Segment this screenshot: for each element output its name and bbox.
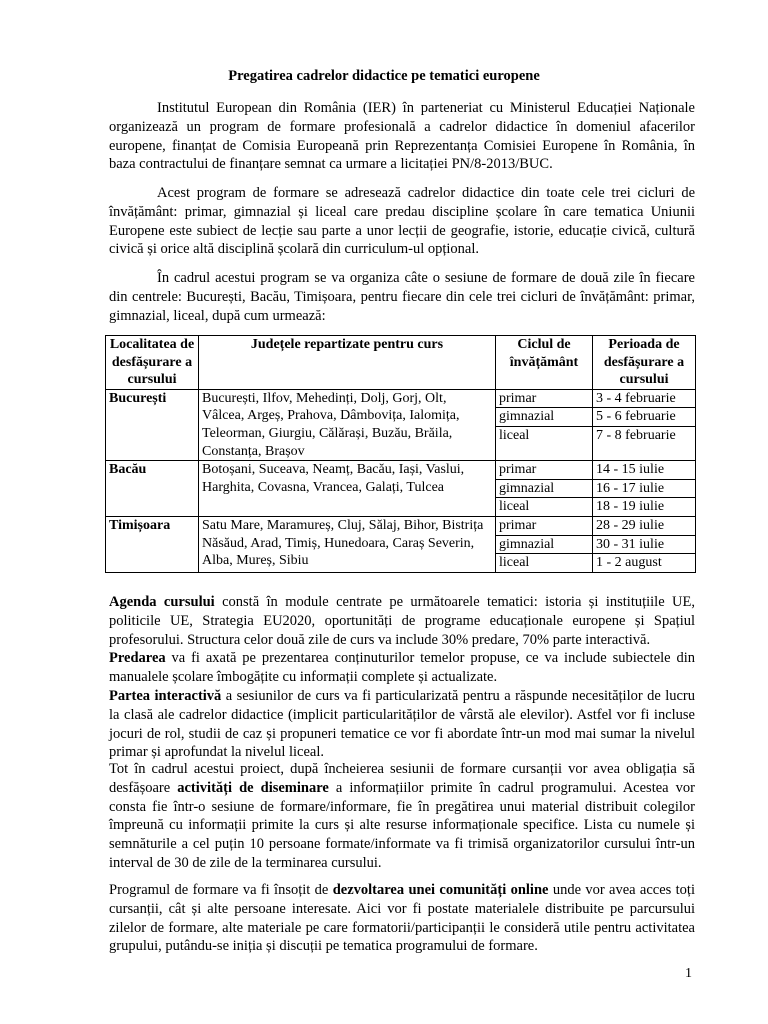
row-location: București: [106, 389, 199, 460]
row-cycles: [496, 461, 593, 517]
community-paragraph: [109, 881, 695, 956]
row-counties: București, Ilfov, Mehedinți, Dolj, Gorj, Olt, Vâlcea, Argeș, Prahova, Dâmbovița, Ialomița, Teleorman, Giurgiu, Călărași, Buzău, Brăila, Constanța, Brașov: [199, 389, 496, 460]
header-location: Localitatea de desfășurare a cursului: [106, 336, 199, 390]
sessions-paragraph: În cadrul acestui program se va organiza câte o sesiune de formare de două zile în fiecare din centrele: București, Bacău, Timișoara, pentru fiecare din cele trei cicluri de învățământ: primar, gimnazial, liceal, după cum urmează:: [109, 270, 695, 324]
period-cell: 28 - 29 iulie: [593, 517, 695, 536]
community-text-before: Programul de formare va fi însoțit de: [109, 882, 333, 898]
page-number: 1: [685, 966, 692, 981]
dissemination-bold: activități de diseminare: [177, 779, 329, 796]
row-periods: [593, 461, 696, 517]
period-cell: 16 - 17 iulie: [593, 480, 695, 499]
period-cell: 1 - 2 august: [596, 555, 662, 571]
community-bold: dezvoltarea unei comunități online: [332, 882, 549, 898]
row-cycles: [496, 389, 593, 460]
course-schedule-table: [105, 335, 696, 573]
intro-paragraph: Institutul European din România (IER) în parteneriat cu Ministerul Educației Naționale organizează un program de formare profesională a cadrelor didactice în domeniul afacerilor europene, finanțat de Comisia Europeană prin Reprezentanța Comisiei Europene în România, în baza contractului de finanțare semnat ca urmare a licitației PN/8-2013/BUC.: [109, 100, 695, 173]
cycle-cell: primar: [496, 390, 592, 409]
interactive-label: Partea interactivă: [109, 687, 222, 704]
agenda-paragraph: [109, 593, 695, 649]
predarea-paragraph: [109, 649, 695, 687]
cycle-cell: liceal: [499, 555, 530, 571]
interactive-paragraph: [109, 687, 695, 762]
dissemination-text-before: Tot în cadrul acestui proiect, după încheierea sesiunii de formare cursanții vor avea obligația să desfășoare: [109, 761, 695, 796]
period-cell: 18 - 19 iulie: [596, 499, 665, 515]
row-cycles: [496, 516, 593, 572]
cycle-cell: primar: [496, 461, 592, 480]
row-location: Bacău: [106, 461, 199, 517]
predarea-text: va fi axată pe prezentarea conținuturilor temelor propuse, ce va include subiectele din manualele școlare îmbogățite cu informații complete și actualizate.: [109, 650, 695, 686]
agenda-label: Agenda cursului: [109, 594, 215, 610]
header-period: Perioada de desfășurare a cursului: [593, 336, 696, 390]
document-title: Pregatirea cadrelor didactice pe tematici europene: [228, 68, 540, 84]
dissemination-text-after: a informațiilor primite în cadrul programului. Acestea vor consta fie într-o sesiune de formare/informare, fie în pregătirea unui material distribuit colegilor împreună cu informații primite la curs și alte resurse informaționale specifice. Lista cu numele și semnăturile a cel puțin 10 persoane formate/informate va fi trimisă organizatorilor cursului într-un interval de 30 de zile de la terminarea cursului.: [109, 779, 695, 871]
table-header-row: [106, 336, 696, 390]
community-text-after: unde vor avea acces toți cursanții, cât și alte persoane interesate. Aici vor fi postate materialele distribuite pe parcursului zilelor de formare, alte materiale pe care formatorii/participanții le consideră utile pentru activitatea grupului, putându-se iniția și discuții pe tematica programului de formare.: [109, 882, 695, 955]
row-periods: [593, 516, 696, 572]
cycle-cell: primar: [496, 517, 592, 536]
cycle-cell: gimnazial: [496, 408, 592, 427]
row-periods: [593, 389, 696, 460]
agenda-text: constă în module centrate pe următoarele tematici: istoria și instituțiile UE, politicile UE, Strategia EU2020, oportunități de programe educaționale europene și Spațiul profesorului. Structura celor două zile de curs va include 30% predare, 70% parte interactivă.: [109, 594, 695, 648]
period-cell: 5 - 6 februarie: [593, 408, 695, 427]
table-row: [106, 516, 696, 572]
row-counties: Botoșani, Suceava, Neamț, Bacău, Iași, Vaslui, Harghita, Covasna, Vrancea, Galați, Tulcea: [199, 461, 496, 517]
cycle-cell: liceal: [499, 499, 530, 515]
header-counties: Județele repartizate pentru curs: [199, 336, 496, 390]
header-cycle: Ciclul de învățământ: [496, 336, 593, 390]
audience-paragraph: Acest program de formare se adresează cadrelor didactice din toate cele trei cicluri de învățământ: primar, gimnazial și liceal care predau discipline școlare în care tematica Uniunii Europene este subiect de lecție sau parte a unor lecții de geografie, istorie, educație civică, cultură civică și orice altă disciplină școlară din curriculum-ul opțional.: [109, 185, 695, 258]
period-cell: 30 - 31 iulie: [593, 536, 695, 555]
interactive-text: a sesiunilor de curs va fi particularizată pentru a răspunde necesităților de lucru la clasă ale cadrelor didactice (implicit particularităților de vârstă ale elevilor). Astfel vor fi incluse jocuri de rol, studii de caz și propuneri tematice ce vor fi abordate într-un mod mai sumar la nivelul primar și aprofundat la nivelul liceal.: [109, 687, 695, 761]
dissemination-paragraph: [109, 760, 695, 873]
cycle-cell: liceal: [499, 427, 530, 443]
table-row: [106, 389, 696, 460]
row-location: Timișoara: [106, 516, 199, 572]
table-row: [106, 461, 696, 517]
period-cell: 3 - 4 februarie: [593, 390, 695, 409]
predarea-label: Predarea: [109, 650, 166, 667]
cycle-cell: gimnazial: [496, 480, 592, 499]
agenda-section: [109, 593, 695, 762]
period-cell: 14 - 15 iulie: [593, 461, 695, 480]
cycle-cell: gimnazial: [496, 536, 592, 555]
period-cell: 7 - 8 februarie: [596, 427, 676, 443]
row-counties: Satu Mare, Maramureș, Cluj, Sălaj, Bihor, Bistrița Năsăud, Arad, Timiș, Hunedoara, Caraș Severin, Alba, Mureș, Sibiu: [199, 516, 496, 572]
